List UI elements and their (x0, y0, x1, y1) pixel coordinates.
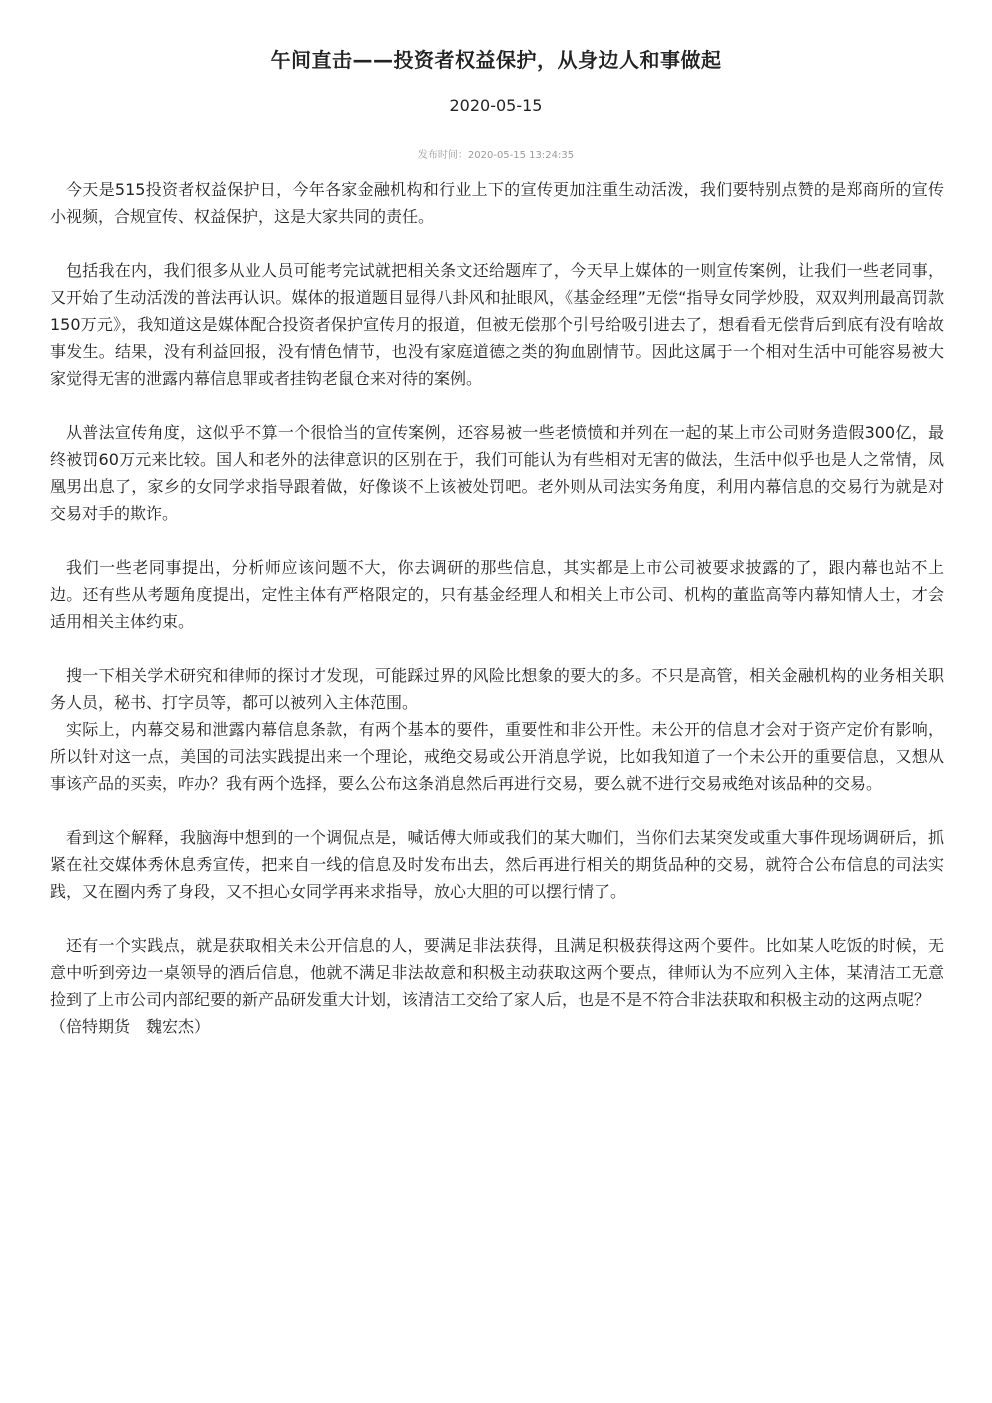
publish-time-label: 发布时间： (417, 150, 468, 161)
article-date: 2020-05-15 (449, 96, 543, 115)
article-paragraph: 实际上，内幕交易和泄露内幕信息条款，有两个基本的要件，重要性和非公开性。未公开的信息才会对于资产定价有影响，所以针对这一点，美国的司法实践提出来一个理论，戒绝交易或公开消息学说，比如我知道了一个未公开的重要信息，又想从事该产品的买卖，咋办？我有两个选择，要么公布这条消息然后再进行交易，要么就不进行交易戒绝对该品种的交易。 (50, 720, 944, 793)
publish-time-line (0, 148, 992, 164)
article-title: 午间直击——投资者权益保护，从身边人和事做起 (270, 48, 722, 72)
article-paragraph: 包括我在内，我们很多从业人员可能考完试就把相关条文还给题库了，今天早上媒体的一则宣传案例，让我们一些老同事，又开始了生动活泼的普法再认识。媒体的报道题目显得八卦风和扯眼风，《基金经理”无偿“指导女同学炒股，双双判刑最高罚款150万元》，我知道这是媒体配合投资者保护宣传月的报道，但被无偿那个引号给吸引进去了，想看看无偿背后到底有没有啥故事发生。结果，没有利益回报，没有情色情节，也没有家庭道德之类的狗血剧情节。因此这属于一个相对生活中可能容易被大家觉得无害的泄露内幕信息罪或者挂钩老鼠仓来对待的案例。 (50, 261, 944, 388)
article-body (50, 176, 944, 1040)
article-paragraph: 今天是515投资者权益保护日，今年各家金融机构和行业上下的宣传更加注重生动活泼，我们要特别点赞的是郑商所的宣传小视频，合规宣传、权益保护，这是大家共同的责任。 (50, 180, 944, 226)
article-paragraph: 搜一下相关学术研究和律师的探讨才发现，可能踩过界的风险比想象的要大的多。不只是高管，相关金融机构的业务相关职务人员，秘书、打字员等，都可以被列入主体范围。 (50, 666, 944, 712)
article-paragraph: 还有一个实践点，就是获取相关未公开信息的人，要满足非法获得，且满足积极获得这两个要件。比如某人吃饭的时候，无意中听到旁边一桌领导的酒后信息，他就不满足非法故意和积极主动获取这两个要点，律师认为不应列入主体，某清洁工无意捡到了上市公司内部纪要的新产品研发重大计划，该清洁工交给了家人后，也是不是不符合非法获取和积极主动的这两点呢？ (50, 936, 944, 1009)
publish-time-value: 2020-05-15 13:24:35 (467, 150, 575, 161)
article-paragraph: 我们一些老同事提出，分析师应该问题不大，你去调研的那些信息，其实都是上市公司被要求披露的了，跟内幕也站不上边。还有些从考题角度提出，定性主体有严格限定的，只有基金经理人和相关上市公司、机构的董监高等内幕知情人士，才会适用相关主体约束。 (50, 558, 944, 631)
article-signature: （倍特期货 魏宏杰） (50, 1017, 211, 1036)
article-paragraph: 从普法宣传角度，这似乎不算一个很恰当的宣传案例，还容易被一些老愤愤和并列在一起的某上市公司财务造假300亿，最终被罚60万元来比较。国人和老外的法律意识的区别在于，我们可能认为有些相对无害的做法，生活中似乎也是人之常情，凤凰男出息了，家乡的女同学求指导跟着做，好像谈不上该被处罚吧。老外则从司法实务角度，利用内幕信息的交易行为就是对交易对手的欺诈。 (50, 423, 944, 523)
article-paragraph: 看到这个解释，我脑海中想到的一个调侃点是，喊话傅大师或我们的某大咖们，当你们去某突发或重大事件现场调研后，抓紧在社交媒体秀休息秀宣传，把来自一线的信息及时发布出去，然后再进行相关的期货品种的交易，就符合公布信息的司法实践，又在圈内秀了身段，又不担心女同学再来求指导，放心大胆的可以摆行情了。 (50, 828, 944, 901)
